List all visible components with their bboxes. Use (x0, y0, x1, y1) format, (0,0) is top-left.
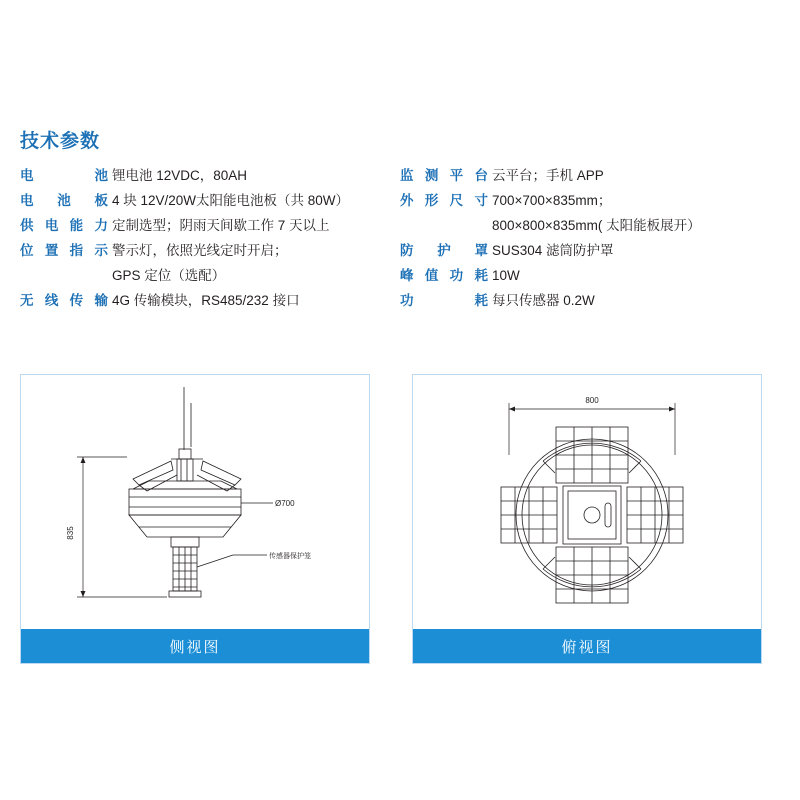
figure-caption-side: 侧视图 (21, 629, 369, 663)
spec-value: 800×800×835mm( 太阳能板展开） (492, 218, 701, 233)
spec-column-right (400, 166, 780, 316)
spec-label: 无线传输 (20, 293, 108, 308)
spec-row (20, 191, 400, 210)
spec-row-continuation (400, 216, 780, 235)
spec-value: 4 块 12V/20W太阳能电池板（共 80W） (112, 193, 350, 208)
dimension-diameter: Ø700 (275, 499, 295, 508)
spec-value: 每只传感器 0.2W (492, 293, 595, 308)
spec-row (400, 241, 780, 260)
spec-row (400, 166, 780, 185)
dimension-height: 835 (66, 526, 75, 540)
page-title: 技术参数 (20, 131, 101, 152)
spec-label: 峰值功耗 (400, 268, 488, 283)
spec-row (20, 216, 400, 235)
spec-column-left (20, 166, 400, 316)
dimension-width: 800 (585, 396, 599, 405)
spec-label: 供电能力 (20, 218, 108, 233)
spec-value: SUS304 滤筒防护罩 (492, 243, 614, 258)
spec-value: 警示灯，依照光线定时开启； (112, 243, 288, 258)
spec-label: 防 护 罩 (400, 243, 488, 258)
spec-row (400, 291, 780, 310)
spec-row (20, 291, 400, 310)
spec-row (400, 266, 780, 285)
annotation-sensor-cage: 传感器保护笼 (269, 553, 311, 560)
figure-caption-top: 俯视图 (413, 629, 761, 663)
spec-label: 外形尺寸 (400, 193, 488, 208)
spec-row (20, 166, 400, 185)
spec-label: 电池板 (20, 193, 108, 208)
side-view-drawing (21, 375, 369, 629)
spec-label: 电 池 (20, 168, 108, 183)
spec-table (20, 166, 780, 316)
spec-label: 功 耗 (400, 293, 488, 308)
spec-value: 4G 传输模块，RS485/232 接口 (112, 293, 300, 308)
spec-row-continuation (20, 266, 400, 285)
spec-value: 700×700×835mm； (492, 193, 612, 208)
spec-value: 云平台；手机 APP (492, 168, 604, 183)
spec-value: 10W (492, 268, 520, 283)
spec-value: 定制选型；阴雨天间歇工作 7 天以上 (112, 218, 330, 233)
spec-row (400, 191, 780, 210)
top-view-drawing (413, 375, 761, 629)
spec-label: 监测平台 (400, 168, 488, 183)
figure-side-view (20, 374, 370, 664)
figure-top-view (412, 374, 762, 664)
spec-row (20, 241, 400, 260)
spec-label: 位置指示 (20, 243, 108, 258)
spec-value: GPS 定位（选配） (112, 268, 226, 283)
spec-value: 锂电池 12VDC，80AH (112, 168, 248, 183)
